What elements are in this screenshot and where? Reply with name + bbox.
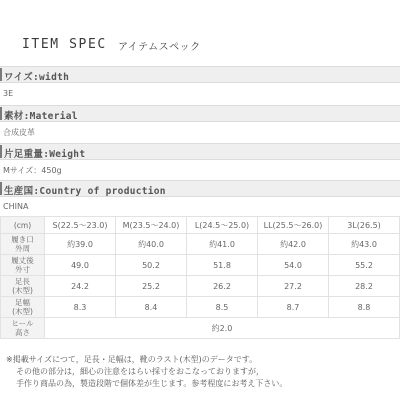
table-cell: 55.2 [329,255,400,276]
section-weight [0,143,400,160]
table-cell: 約43.0 [329,234,400,255]
section-material [0,105,400,122]
row-label-line: 履丈後 [11,256,34,265]
size-column-header: M(23.5～24.0) [116,217,187,234]
section-marker [0,145,2,158]
section-weight-label: 片足重量:Weight [4,149,86,160]
table-cell: 8.4 [116,297,187,318]
table-row [1,297,400,318]
section-marker [0,68,2,81]
size-column-header: L(24.5～25.0) [187,217,258,234]
row-label-line: 足幅 [15,298,30,307]
width-value: 3E [3,89,14,98]
table-row [1,276,400,297]
table-cell: 51.8 [187,255,258,276]
row-label-line: 履き口 [11,235,34,244]
table-cell: 8.3 [45,297,116,318]
section-marker [0,107,2,120]
material-value: 合成皮革 [3,128,35,137]
table-cell: 26.2 [187,276,258,297]
row-label-line: ヒール [11,319,34,328]
table-cell: 約40.0 [116,234,187,255]
weight-value: Mサイズ：450g [3,166,62,175]
size-table [0,216,400,339]
note-line: 手作り商品の為，製造段階で個体差が生じます。参考程度にお考え下さい。 [16,379,288,388]
table-row [1,255,400,276]
row-label-line: 足長 [15,277,30,286]
size-notes [6,354,400,390]
table-cell: 50.2 [116,255,187,276]
unit-cell: (cm) [1,217,45,234]
row-label [1,234,45,255]
row-label [1,276,45,297]
table-cell: 24.2 [45,276,116,297]
size-column-header: LL(25.5～26.0) [258,217,329,234]
section-material-label: 素材:Material [4,111,78,122]
table-cell: 8.5 [187,297,258,318]
note-line: ※掲載サイズにつて，足長・足幅は，靴のラスト(木型)のデータです。 [6,355,258,364]
table-row [1,234,400,255]
table-cell: 49.0 [45,255,116,276]
row-label [1,297,45,318]
row-label [1,318,45,339]
size-header-row [1,217,400,234]
table-cell: 約39.0 [45,234,116,255]
table-cell: 8.7 [258,297,329,318]
row-label-line: 高さ [15,328,30,337]
row-label-line: (木型) [12,286,33,295]
row-label-line: (木型) [12,307,33,316]
row-label [1,255,45,276]
table-cell: 8.8 [329,297,400,318]
section-width [0,66,400,83]
size-column-header: S(22.5～23.0) [45,217,116,234]
table-cell: 約42.0 [258,234,329,255]
section-country [0,180,400,197]
table-row-heel [1,318,400,339]
table-cell: 28.2 [329,276,400,297]
section-marker [0,182,2,195]
row-label-line: 外周 [15,244,30,253]
note-line: その他の部分は，細心の注意をはらい採寸をおこなっておりますが， [16,367,264,376]
table-cell: 25.2 [116,276,187,297]
page-title: ITEM SPEC [22,37,107,52]
heel-height-cell: 約2.0 [45,318,400,339]
page-header [0,28,400,58]
table-cell: 27.2 [258,276,329,297]
row-label-line: 外寸 [15,265,30,274]
country-value: CHINA [3,202,29,211]
section-width-label: ワイズ:width [4,72,70,83]
table-cell: 54.0 [258,255,329,276]
page-subtitle: アイテムスペック [118,42,201,53]
section-country-label: 生産国:Country of production [4,186,166,197]
size-column-header: 3L(26.5) [329,217,400,234]
table-cell: 約41.0 [187,234,258,255]
